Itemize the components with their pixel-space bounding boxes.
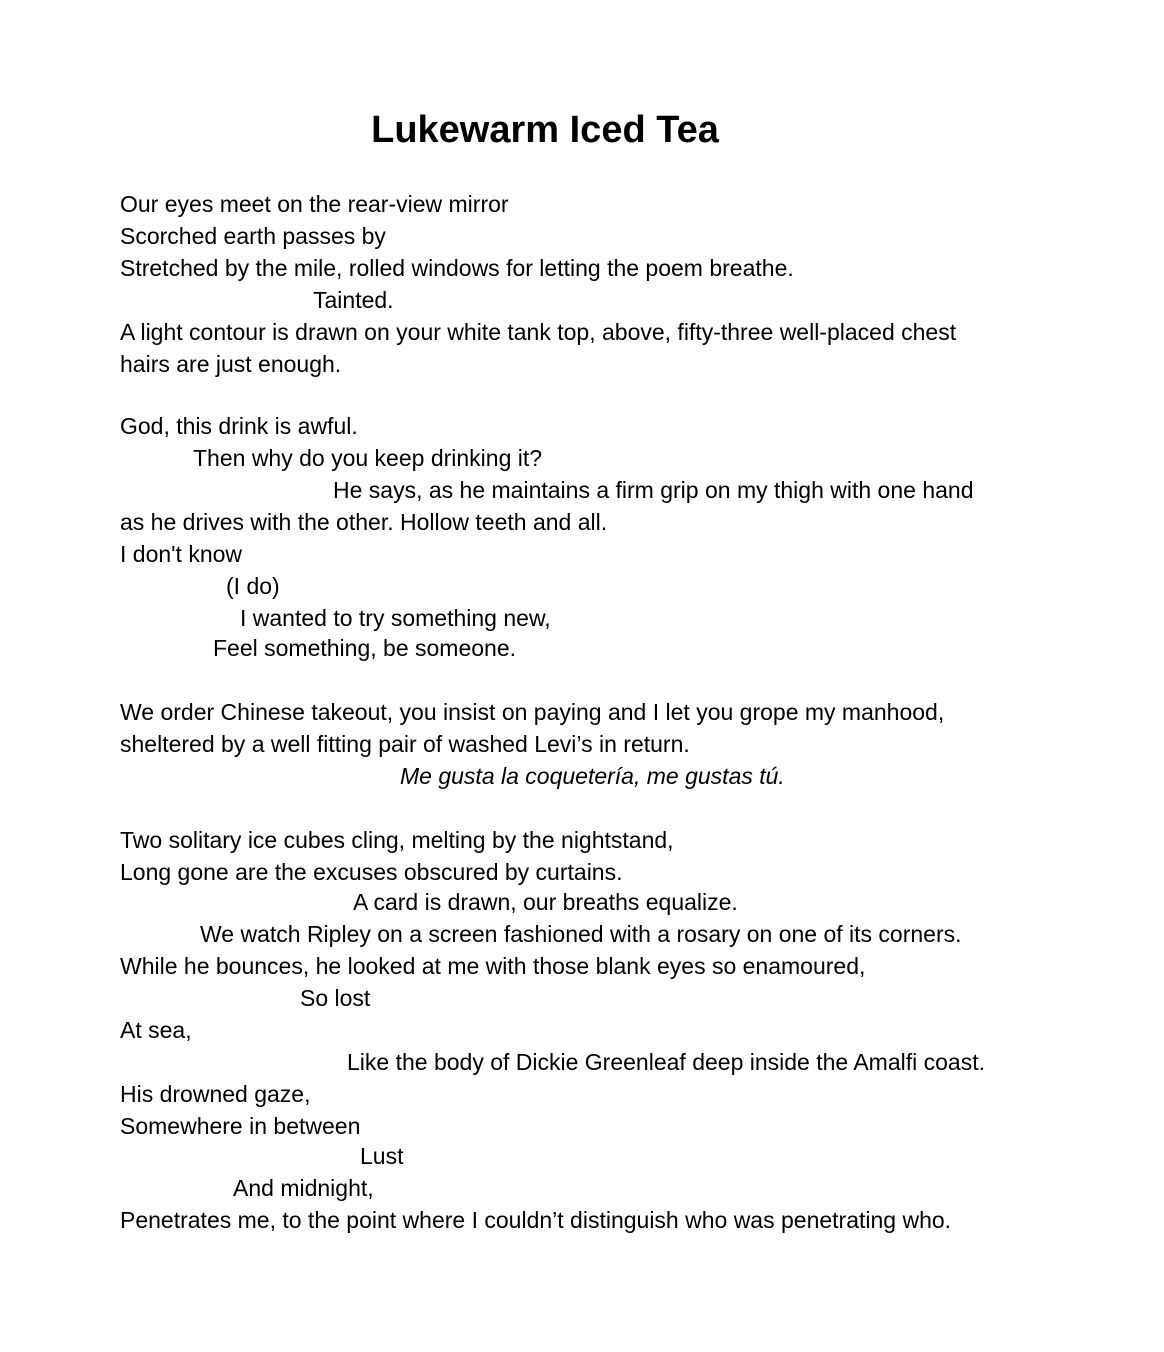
poem-line: We watch Ripley on a screen fashioned with a rosary on one of its corners. [200, 921, 962, 947]
poem-line: A light contour is drawn on your white tank top, above, fifty-three well-placed chest [120, 319, 957, 345]
poem-line: Scorched earth passes by [120, 223, 386, 249]
poem-line: Me gusta la coquetería, me gustas tú. [400, 763, 785, 789]
poem-line: Long gone are the excuses obscured by curtains. [120, 859, 623, 885]
poem-line: At sea, [120, 1017, 192, 1043]
poem-line: Lust [360, 1143, 404, 1169]
poem-line: (I do) [226, 573, 280, 599]
poem-line: I don't know [120, 541, 243, 567]
poem-line: While he bounces, he looked at me with those blank eyes so enamoured, [120, 953, 866, 979]
poem-line: Tainted. [313, 287, 394, 313]
poem-line: Then why do you keep drinking it? [193, 445, 543, 471]
poem-line: Somewhere in between [120, 1113, 361, 1139]
poem-line: So lost [300, 985, 371, 1011]
poem-line: And midnight, [233, 1175, 374, 1201]
poem-line: Stretched by the mile, rolled windows for letting the poem breathe. [120, 255, 794, 281]
poem-line: Our eyes meet on the rear-view mirror [120, 191, 509, 217]
poem-line: A card is drawn, our breaths equalize. [353, 889, 738, 915]
poem-line: sheltered by a well fitting pair of washed Levi’s in return. [120, 731, 690, 757]
poem-line: I wanted to try something new, [240, 605, 551, 631]
poem-line: Like the body of Dickie Greenleaf deep inside the Amalfi coast. [347, 1049, 985, 1075]
poem-line: His drowned gaze, [120, 1081, 311, 1107]
poem-line: Penetrates me, to the point where I couldn’t distinguish who was penetrating who. [120, 1207, 952, 1233]
poem-title: Lukewarm Iced Tea [371, 109, 719, 151]
poem-line: as he drives with the other. Hollow teeth and all. [120, 509, 608, 535]
poem-line: Feel something, be someone. [213, 635, 517, 661]
poem-line: He says, as he maintains a firm grip on my thigh with one hand [333, 477, 974, 503]
poem-line: hairs are just enough. [120, 351, 342, 377]
poem-line: Two solitary ice cubes cling, melting by the nightstand, [120, 827, 674, 853]
poem-line: God, this drink is awful. [120, 413, 358, 439]
poem-line: We order Chinese takeout, you insist on paying and I let you grope my manhood, [120, 699, 945, 725]
